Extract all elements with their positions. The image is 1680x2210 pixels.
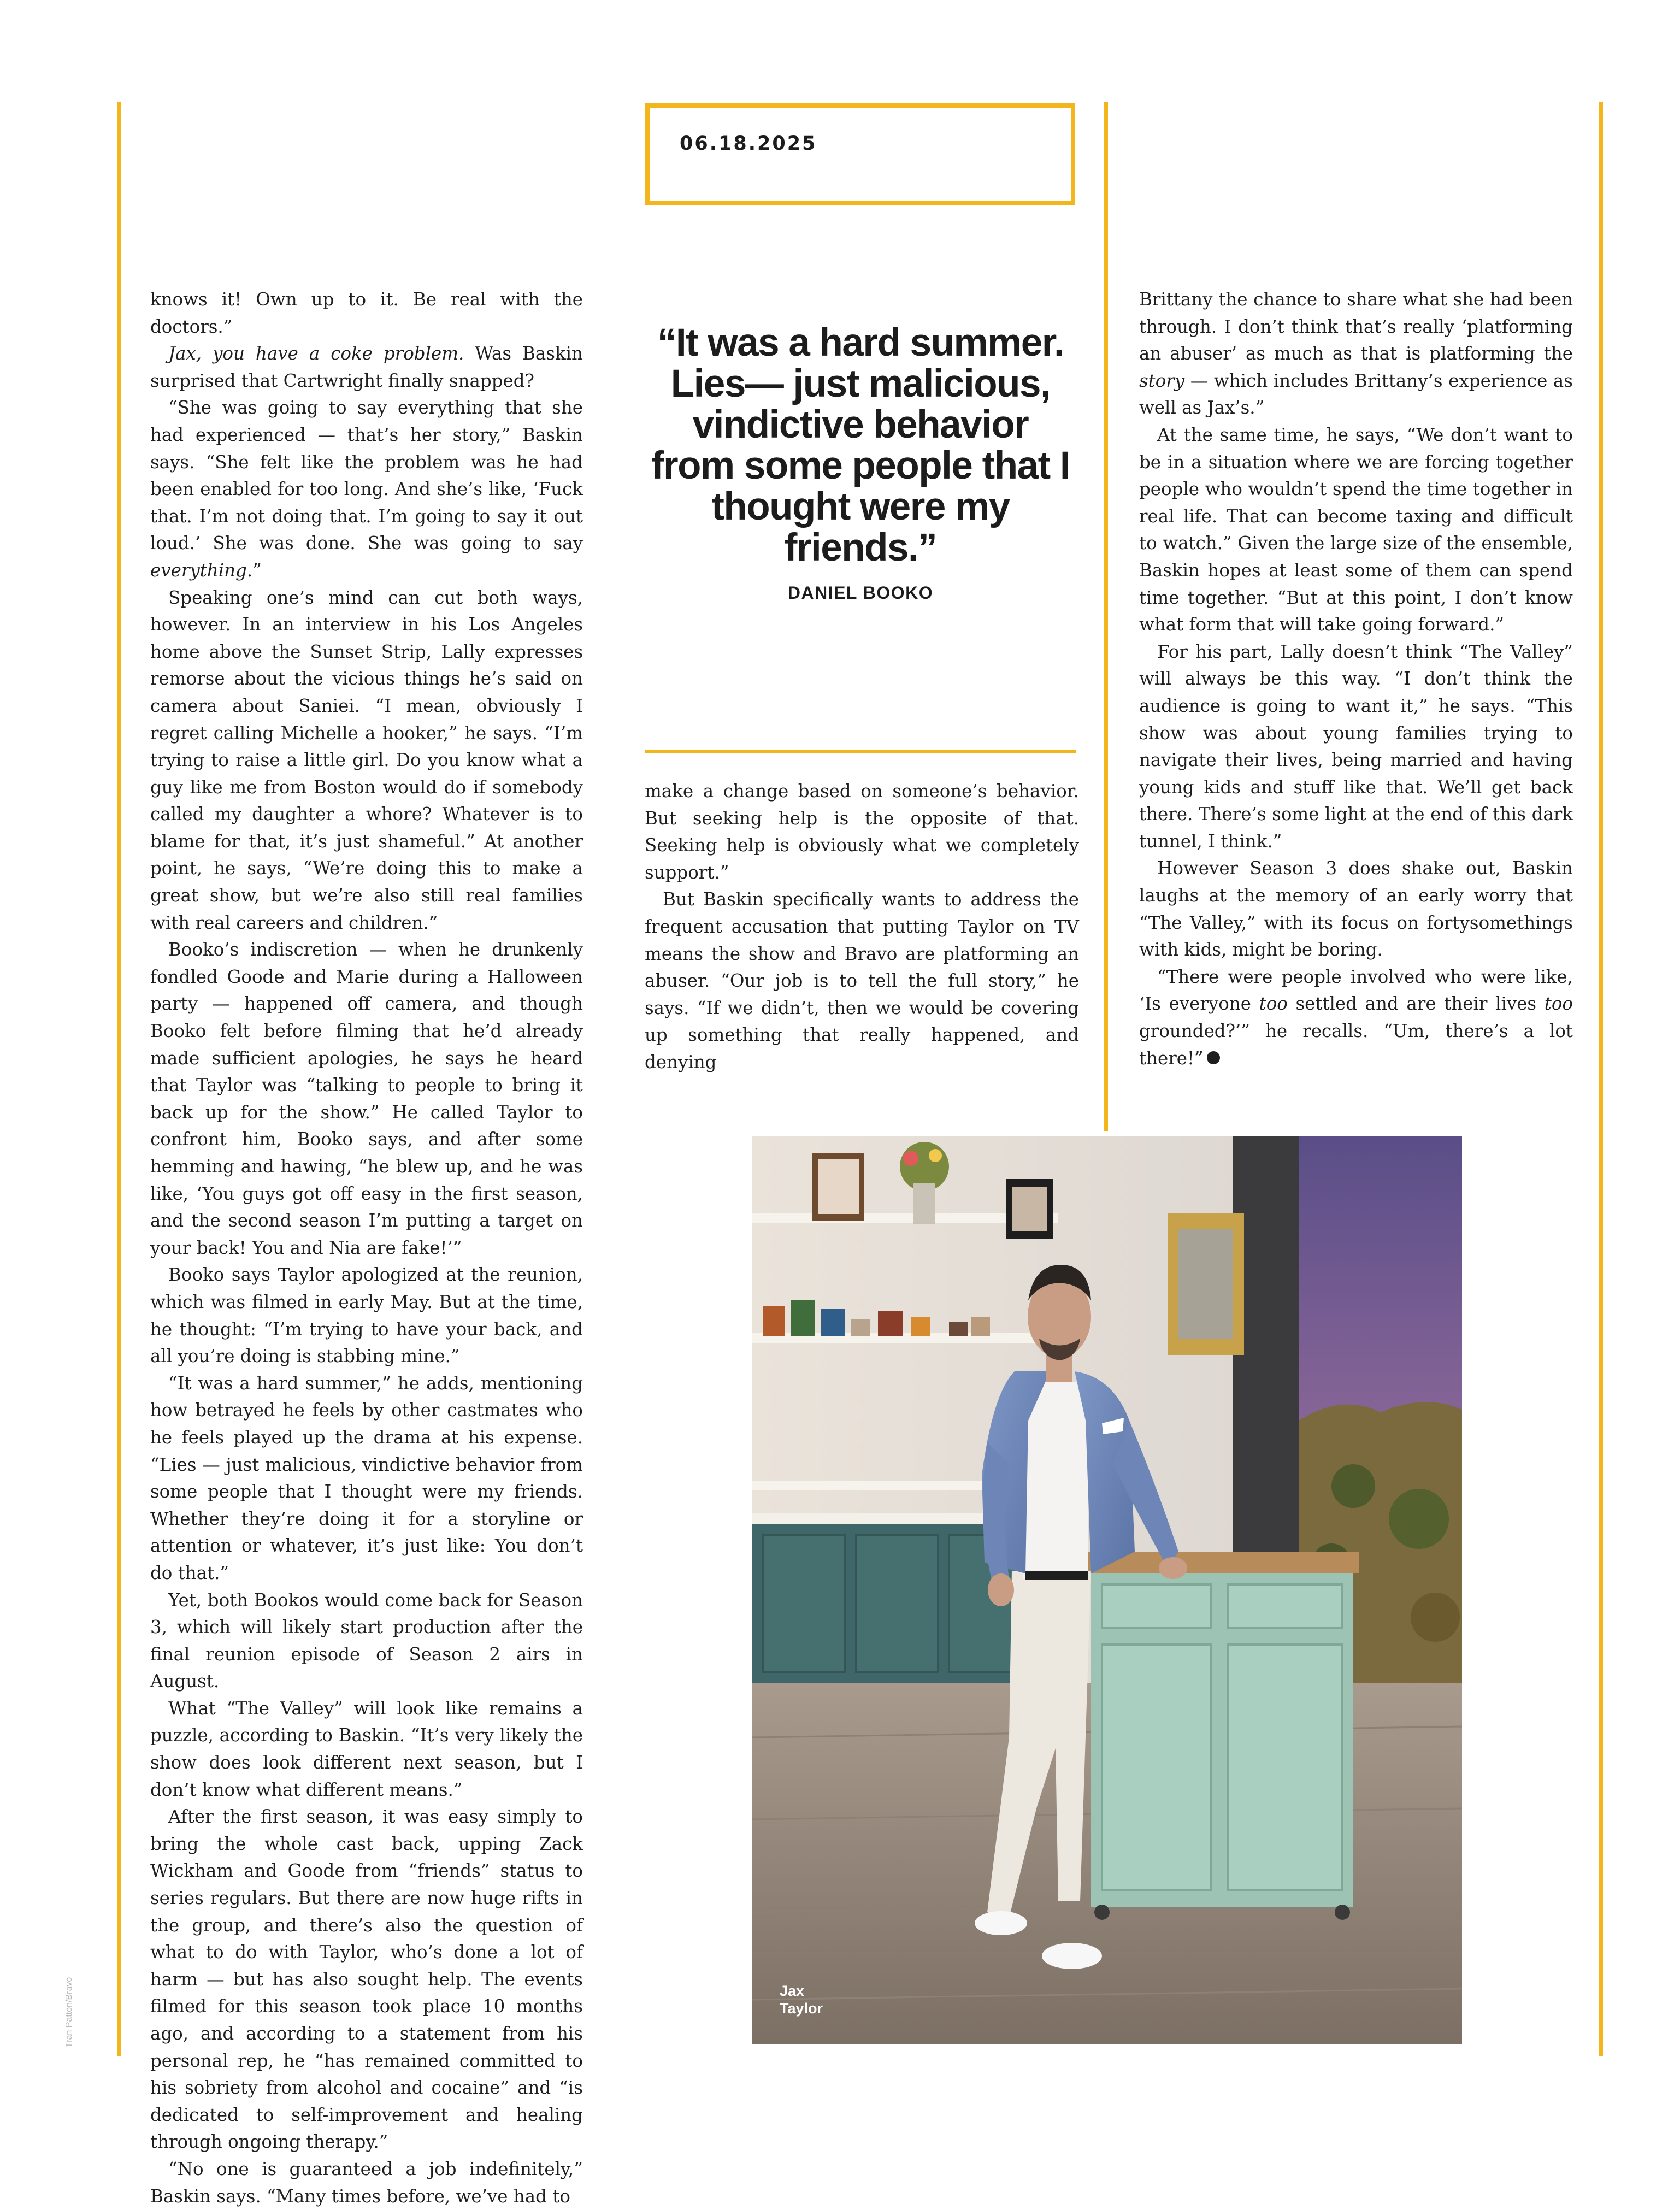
paragraph: However Season 3 does shake out, Baskin laughs at the memory of an early worry that “The Valley,” with its focus on fortysomethings with kids, might be boring.: [1139, 858, 1573, 960]
caption-line: Taylor: [780, 2000, 823, 2017]
paragraph: make a change based on someone’s behavior. But seeking help is the opposite of that. Seeking help is obviously what we completely support.”: [645, 781, 1079, 883]
column-rule-right: [1599, 102, 1603, 2056]
end-mark-icon: [1207, 1051, 1220, 1064]
photo-credit: Tran Patton/Bravo: [64, 1977, 74, 2048]
italic-text: too: [1544, 993, 1573, 1015]
pull-quote-text: “It was a hard summer. Lies— just malicious, vindictive behavior from some people that I thought were my friends.”: [651, 321, 1070, 569]
paragraph: “She was going to say everything that she had experienced — that’s her story,” Baskin says. “She felt like the problem was he had been enabled for too long. And she’s like, ‘Fuck that. I’m not doing that. I’m going to say it out loud.’ She was done. She was going to say everything.”: [150, 397, 583, 581]
paragraph: Booko says Taylor apologized at the reunion, which was filmed in early May. But at the time, he thought: “I’m trying to have your back, and all you’re doing is stabbing mine.”: [150, 1264, 583, 1367]
article-column-3: [1139, 286, 1573, 1072]
article-column-2: [645, 778, 1079, 1076]
photo-caption: [780, 1982, 823, 2017]
paragraph: Yet, both Bookos would come back for Season 3, which will likely start production after the final reunion episode of Season 2 airs in August.: [150, 1589, 583, 1692]
column-rule-center: [1104, 102, 1108, 1131]
italic-text: too: [1259, 993, 1288, 1015]
paragraph: knows it! Own up to it. Be real with the doctors.”: [150, 289, 583, 337]
paragraph: Jax, you have a coke problem. Was Baskin surprised that Cartwright finally snapped?: [150, 343, 583, 391]
date-box: [645, 103, 1075, 205]
photo-illustration: [752, 1136, 1462, 2044]
italic-text: Jax, you have a coke problem.: [168, 343, 464, 364]
paragraph: Speaking one’s mind can cut both ways, however. In an interview in his Los Angeles home above the Sunset Strip, Lally expresses remorse about the vicious things he’s said on camera about Saniei. “I mean, obviously I regret calling Michelle a hooker,” he says. “I’m trying to raise a little girl. Do you know what a guy like me from Boston would do if somebody called my daughter a whore? Whatever is to blame for that, it’s just shameful.” At another point, he says, “We’re doing this to make a great show, but we’re also still real families with real careers and children.”: [150, 587, 583, 933]
pull-quote: [647, 322, 1074, 603]
paragraph: Booko’s indiscretion — when he drunkenly fondled Goode and Marie during a Halloween party — happened off camera, and though Booko felt before filming that he’d already made sufficient apologies, he says he heard that Taylor was “talking to people to bring it back up for the show.” He called Taylor to confront him, Booko says, and after some hemming and hawing, “he blew up, and he was like, ‘You guys got off easy in the first season, and the second season I’m putting a target on your back! You and Nia are fake!’”: [150, 939, 583, 1258]
paragraph: After the first season, it was easy simply to bring the whole cast back, upping Zack Wickham and Goode from “friends” status to series regulars. But there are now huge rifts in the group, and there’s also the question of what to do with Taylor, who’s done a lot of harm — but has also sought help. The events filmed for this season took place 10 months ago, and according to a statement from his personal rep, he “has remained committed to his sobriety from alcohol and cocaine” and “is dedicated to self-improvement and healing through ongoing therapy.”: [150, 1806, 583, 2153]
paragraph: “It was a hard summer,” he adds, mentioning how betrayed he feels by other castmates who he feels played up the drama at his expense. “Lies — just malicious, vindictive behavior from some people that I thought were my friends. Whether they’re doing it for a storyline or attention or whatever, it’s just like: You don’t do that.”: [150, 1372, 583, 1583]
paragraph: Brittany the chance to share what she had been through. I don’t think that’s really ‘platforming an abuser’ as much as that is platforming the story — which includes Brittany’s experience as well as Jax’s.”: [1139, 289, 1573, 419]
pull-quote-attribution: DANIEL BOOKO: [787, 583, 934, 603]
italic-text: story: [1139, 370, 1185, 391]
paragraph: But Baskin specifically wants to address the frequent accusation that putting Taylor on TV means the show and Bravo are platforming an abuser. “Our job is to tell the full story,” he says. “If we didn’t, then we would be covering up something that really happened, and denying: [645, 889, 1079, 1072]
paragraph: “No one is guaranteed a job indefinitely,” Baskin says. “Many times before, we’ve had to: [150, 2158, 583, 2207]
italic-text: everything: [150, 559, 247, 581]
paragraph: What “The Valley” will look like remains a puzzle, according to Baskin. “It’s very likely the show does look different next season, but I don’t know what different means.”: [150, 1698, 583, 1800]
portrait-photo: [752, 1136, 1462, 2044]
issue-date: 06.18.2025: [680, 133, 817, 155]
caption-line: Jax: [780, 1983, 805, 1999]
paragraph: At the same time, he says, “We don’t want to be in a situation where we are forcing together people who wouldn’t spend the time together in real life. That can become taxing and difficult to watch.” Given the large size of the ensemble, Baskin hopes at least some of them can spend time together. “But at this point, I don’t know what form that will take going forward.”: [1139, 424, 1573, 635]
article-column-1: [150, 286, 583, 2210]
paragraph: For his part, Lally doesn’t think “The Valley” will always be this way. “I don’t think the audience is going to want it,” he says. “This show was about young families trying to navigate their lives, being married and having young kids and stuff like that. We’ll get back there. There’s some light at the end of this dark tunnel, I think.”: [1139, 641, 1573, 852]
paragraph: “There were people involved who were like, ‘Is everyone too settled and are their lives too grounded?’” he recalls. “Um, there’s a lot there!”: [1139, 966, 1573, 1069]
pull-quote-rule: [645, 750, 1076, 753]
column-rule-left: [117, 102, 121, 2056]
